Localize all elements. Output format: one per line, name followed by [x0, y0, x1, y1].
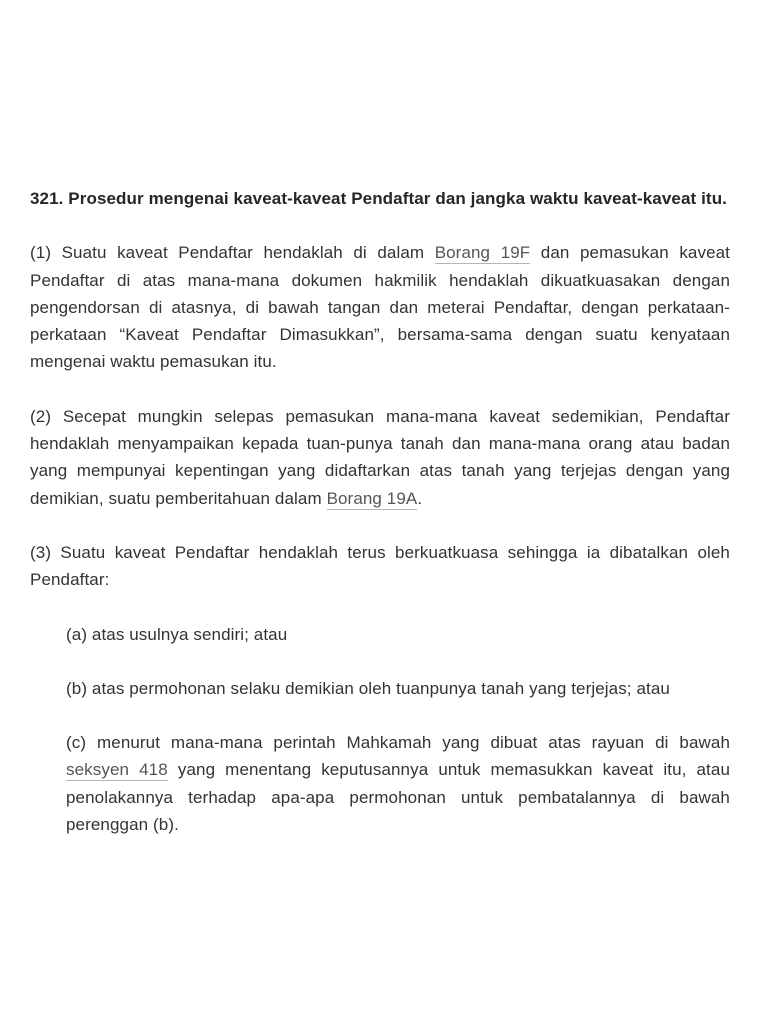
- sub-item-c-text-before: (c) menurut mana-mana perintah Mahkamah yang dibuat atas rayuan di bawah: [66, 733, 730, 753]
- paragraph-3: (3) Suatu kaveat Pendaftar hendaklah terus berkuatkuasa sehingga ia dibatalkan oleh Pendaftar:: [30, 542, 730, 590]
- paragraph-1-text-before: (1) Suatu kaveat Pendaftar hendaklah di dalam: [30, 243, 435, 263]
- sub-item-c-text-after: yang menentang keputusannya untuk memasukkan kaveat itu, atau penolakannya terhadap apa-apa permohonan untuk pembatalannya di bawah perenggan (b).: [66, 760, 730, 835]
- article-body: [30, 185, 730, 838]
- sub-item-a: (a) atas usulnya sendiri; atau: [66, 624, 288, 644]
- paragraph-2: [30, 403, 730, 512]
- borang-19f-link[interactable]: Borang 19F: [434, 243, 531, 263]
- paragraph-2-text-before: (2) Secepat mungkin selepas pemasukan mana-mana kaveat sedemikian, Pendaftar hendaklah menyampaikan kepada tuan-punya tanah dan mana-mana orang atau badan yang mempunyai kepentingan yang didaftarkan atas tanah yang terjejas dengan yang demikian, suatu pemberitahuan dalam: [30, 406, 730, 508]
- sub-item-b: (b) atas permohonan selaku demikian oleh tuanpunya tanah yang terjejas; atau: [66, 678, 670, 698]
- paragraph-1-text-after: dan pemasukan kaveat Pendaftar di atas mana-mana dokumen hakmilik hendaklah dikuatkuasakan dengan pengendorsan di atasnya, di bawah tangan dan meterai Pendaftar, dengan perkataan-perkataan “Kaveat Pendaftar Dimasukkan”, bersama-sama dengan suatu kenyataan mengenai waktu pemasukan itu.: [30, 243, 731, 372]
- borang-19a-link[interactable]: Borang 19A: [326, 488, 418, 508]
- section-title: 321. Prosedur mengenai kaveat-kaveat Pendaftar dan jangka waktu kaveat-kaveat itu.: [30, 189, 727, 208]
- seksyen-418-link[interactable]: seksyen 418: [66, 760, 168, 780]
- paragraph-1: [30, 239, 730, 375]
- paragraph-2-text-after: .: [417, 488, 423, 508]
- sub-item-c: [30, 729, 730, 838]
